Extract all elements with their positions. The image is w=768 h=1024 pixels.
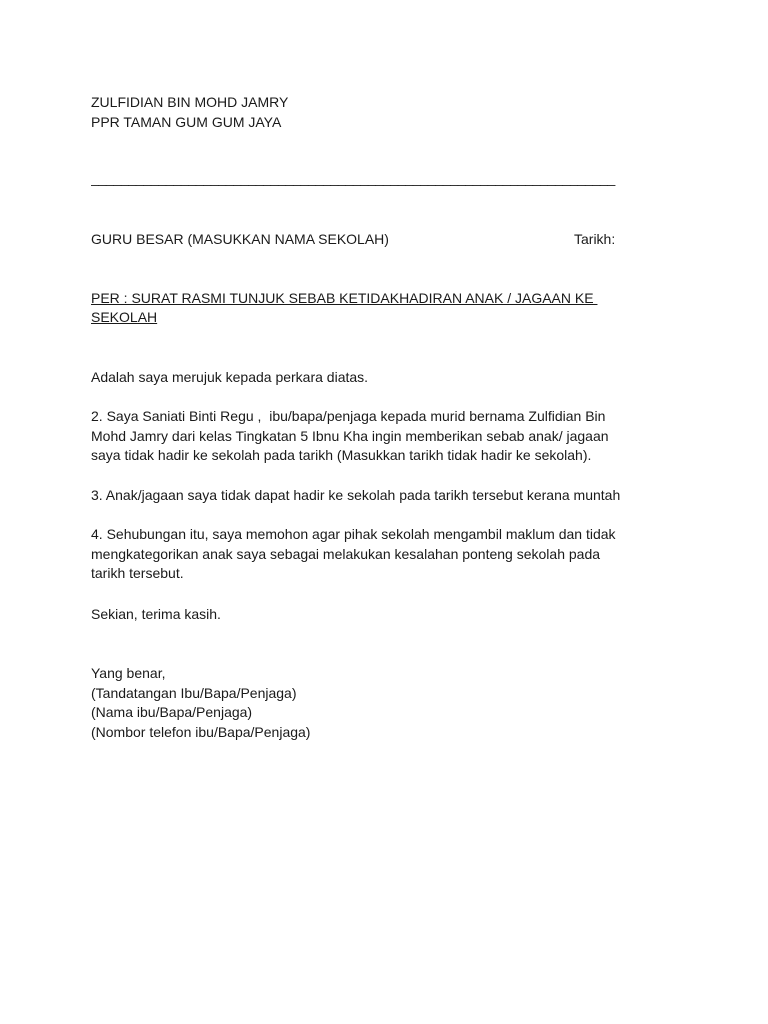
paragraph-2-line-3: saya tidak hadir ke sekolah pada tarikh (Masukkan tarikh tidak hadir ke sekolah). (91, 447, 592, 463)
paragraph-4-line-3: tarikh tersebut. (91, 565, 184, 581)
sender-name: ZULFIDIAN BIN MOHD JAMRY (91, 94, 289, 110)
paragraph-2 (91, 407, 681, 466)
paragraph-4-line-2: mengkategorikan anak saya sebagai melakukan kesalahan ponteng sekolah pada (91, 545, 601, 562)
letter-page (91, 93, 691, 742)
signoff-phone: (Nombor telefon ibu/Bapa/Penjaga) (91, 723, 311, 740)
paragraph-3 (91, 486, 681, 506)
paragraph-1-text: Adalah saya merujuk kepada perkara diatas. (91, 368, 369, 385)
paragraph-2-line-2: Mohd Jamry dari kelas Tingkatan 5 Ibnu Kha ingin memberikan sebab anak/ jagaan (91, 427, 609, 444)
signoff-salutation: Yang benar, (91, 665, 166, 681)
subject-line-1: PER : SURAT RASMI TUNJUK SEBAB KETIDAKHADIRAN ANAK / JAGAAN KE (91, 289, 598, 306)
recipient-row (91, 230, 691, 250)
paragraph-1 (91, 368, 691, 388)
paragraph-3-text: 3. Anak/jagaan saya tidak dapat hadir ke sekolah pada tarikh tersebut kerana muntah (91, 486, 621, 503)
sender-address: PPR TAMAN GUM GUM JAYA (91, 113, 282, 130)
subject-line (91, 289, 651, 328)
closing-line (91, 605, 691, 625)
paragraph-2-line-1: 2. Saya Saniati Binti Regu , ibu/bapa/penjaga kepada murid bernama Zulfidian Bin (91, 408, 606, 424)
signoff-name: (Nama ibu/Bapa/Penjaga) (91, 704, 253, 720)
paragraph-4 (91, 525, 681, 584)
recipient-line: GURU BESAR (MASUKKAN NAMA SEKOLAH) (91, 230, 389, 247)
subject-line-2: SEKOLAH (91, 309, 158, 325)
date-label: Tarikh: (574, 230, 616, 247)
signoff-signature: (Tandatangan Ibu/Bapa/Penjaga) (91, 684, 297, 701)
closing-text: Sekian, terima kasih. (91, 605, 221, 622)
paragraph-4-line-1: 4. Sehubungan itu, saya memohon agar pihak sekolah mengambil maklum dan tidak (91, 526, 616, 542)
signoff-block (91, 664, 691, 742)
sender-block (91, 93, 691, 132)
divider-line: ______________________________________________________________________ (91, 170, 616, 186)
